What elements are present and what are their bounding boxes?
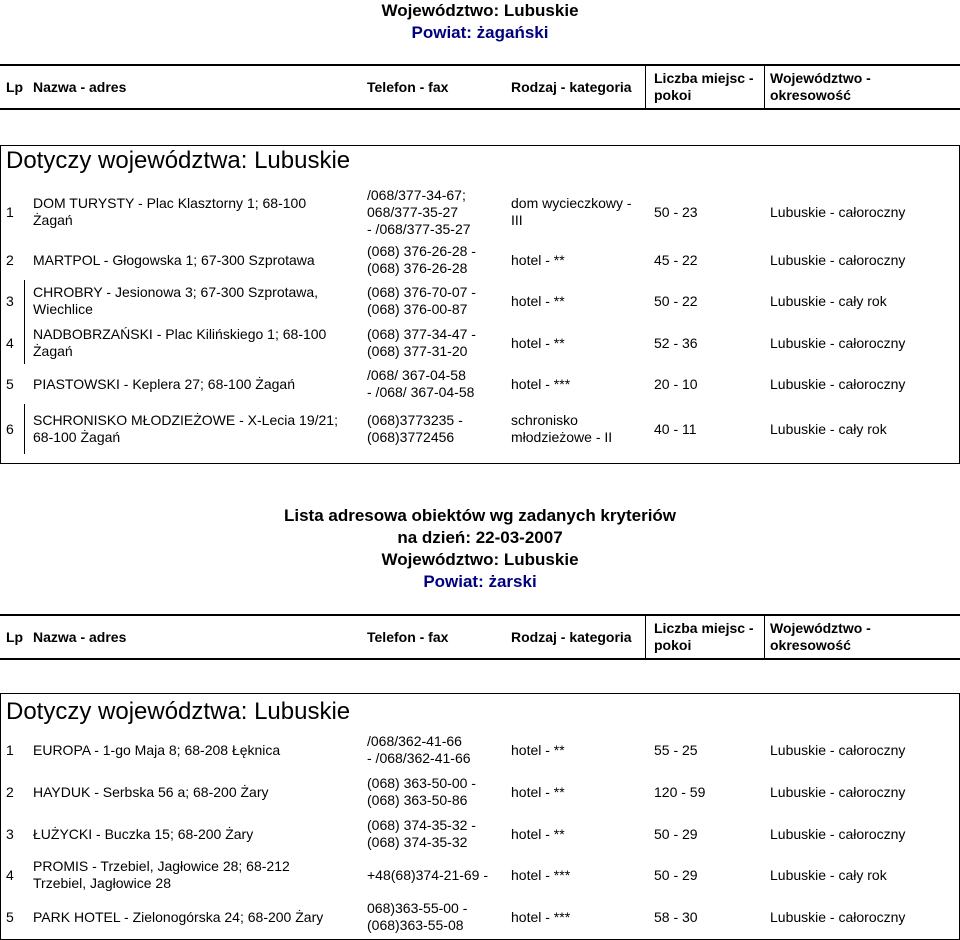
cell-type: schronisko młodzieżowe - II bbox=[511, 412, 613, 445]
powiat-line: Powiat: żarski bbox=[423, 572, 537, 591]
cell-lp: 5 bbox=[6, 908, 14, 925]
cell-phone: /068/ 367-04-58 - /068/ 367-04-58 bbox=[367, 367, 475, 400]
cell-type: hotel - ** bbox=[511, 741, 565, 758]
cell-phone: (068) 376-26-28 - (068) 376-26-28 bbox=[367, 243, 476, 276]
col-region-header: Województwo - okresowość bbox=[770, 620, 871, 653]
col-name-header: Nazwa - adres bbox=[33, 79, 127, 95]
col-type-header: Rodzaj - kategoria bbox=[511, 79, 632, 95]
cell-type: hotel - *** bbox=[511, 908, 571, 925]
cell-region: Lubuskie - cały rok bbox=[770, 292, 887, 309]
cell-region: Lubuskie - całoroczny bbox=[770, 783, 906, 800]
cell-name: HAYDUK - Serbska 56 a; 68-200 Żary bbox=[33, 783, 269, 800]
cell-type: dom wycieczkowy - III bbox=[511, 195, 632, 228]
cell-region: Lubuskie - całoroczny bbox=[770, 825, 906, 842]
cell-phone: (068) 377-34-47 - (068) 377-31-20 bbox=[367, 326, 476, 359]
cell-lp: 2 bbox=[6, 251, 14, 268]
cell-name: CHROBRY - Jesionowa 3; 67-300 Szprotawa, Wiechlice bbox=[33, 284, 319, 317]
section1-title bbox=[0, 0, 960, 44]
cell-type: hotel - *** bbox=[511, 375, 571, 392]
col-phone-header: Telefon - fax bbox=[367, 629, 449, 645]
cell-phone: +48(68)374-21-69 - bbox=[367, 866, 489, 883]
cell-rooms: 40 - 11 bbox=[654, 420, 697, 437]
col-lp-header: Lp bbox=[6, 629, 24, 645]
cell-rooms: 50 - 29 bbox=[654, 866, 698, 883]
cell-lp: 4 bbox=[6, 334, 14, 351]
col-phone-header: Telefon - fax bbox=[367, 79, 449, 95]
cell-lp: 2 bbox=[6, 783, 14, 800]
col-type-header: Rodzaj - kategoria bbox=[511, 629, 632, 645]
cell-type: hotel - ** bbox=[511, 825, 565, 842]
cell-type: hotel - ** bbox=[511, 292, 565, 309]
cell-name: PIASTOWSKI - Keplera 27; 68-100 Żagań bbox=[33, 375, 295, 392]
cell-name: PROMIS - Trzebiel, Jagłowice 28; 68-212 Trzebiel, Jagłowice 28 bbox=[33, 858, 290, 891]
voivodeship-line: Województwo: Lubuskie bbox=[381, 550, 579, 569]
cell-rooms: 58 - 30 bbox=[654, 908, 698, 925]
cell-region: Lubuskie - całoroczny bbox=[770, 741, 906, 758]
section2-title bbox=[0, 505, 960, 593]
cell-lp: 1 bbox=[6, 741, 14, 758]
cell-lp: 6 bbox=[6, 420, 14, 437]
cell-rooms: 50 - 23 bbox=[654, 203, 698, 220]
cell-phone: /068/377-34-67; 068/377-35-27 - /068/377-35-27 bbox=[367, 186, 471, 237]
cell-lp: 4 bbox=[6, 866, 14, 883]
cell-phone: (068) 376-70-07 - (068) 376-00-87 bbox=[367, 284, 476, 317]
cell-name: PARK HOTEL - Zielonogórska 24; 68-200 Żary bbox=[33, 908, 324, 925]
cell-phone: /068/362-41-66 - /068/362-41-66 bbox=[367, 733, 471, 766]
cell-region: Lubuskie - całoroczny bbox=[770, 908, 906, 925]
cell-rooms: 55 - 25 bbox=[654, 741, 698, 758]
cell-type: hotel - *** bbox=[511, 866, 571, 883]
cell-name: EUROPA - 1-go Maja 8; 68-208 Łęknica bbox=[33, 741, 281, 758]
cell-name: NADBOBRZAŃSKI - Plac Kilińskiego 1; 68-100 Żagań bbox=[33, 326, 327, 359]
cell-rooms: 120 - 59 bbox=[654, 783, 706, 800]
powiat-line: Powiat: żagański bbox=[411, 23, 549, 42]
col-name-header: Nazwa - adres bbox=[33, 629, 127, 645]
cell-region: Lubuskie - całoroczny bbox=[770, 334, 906, 351]
cell-type: hotel - ** bbox=[511, 783, 565, 800]
cell-phone: (068) 374-35-32 - (068) 374-35-32 bbox=[367, 817, 476, 850]
cell-region: Lubuskie - całoroczny bbox=[770, 375, 906, 392]
cell-lp: 3 bbox=[6, 825, 14, 842]
cell-name: DOM TURYSTY - Plac Klasztorny 1; 68-100 Żagań bbox=[33, 195, 307, 228]
cell-rooms: 50 - 22 bbox=[654, 292, 698, 309]
cell-region: Lubuskie - całoroczny bbox=[770, 203, 906, 220]
col-lp-header: Lp bbox=[6, 79, 24, 95]
group-box-2 bbox=[0, 693, 960, 940]
col-region-header: Województwo - okresowość bbox=[770, 70, 871, 103]
cell-rooms: 45 - 22 bbox=[654, 251, 698, 268]
group-title: Dotyczy województwa: Lubuskie bbox=[6, 698, 351, 725]
cell-name: SCHRONISKO MŁODZIEŻOWE - X-Lecia 19/21; 68-100 Żagań bbox=[33, 412, 338, 445]
cell-type: hotel - ** bbox=[511, 251, 565, 268]
cell-rooms: 50 - 29 bbox=[654, 825, 698, 842]
cell-lp: 3 bbox=[6, 292, 14, 309]
cell-region: Lubuskie - cały rok bbox=[770, 866, 887, 883]
cell-region: Lubuskie - cały rok bbox=[770, 420, 887, 437]
cell-lp: 5 bbox=[6, 375, 14, 392]
cell-region: Lubuskie - całoroczny bbox=[770, 251, 906, 268]
cell-name: MARTPOL - Głogowska 1; 67-300 Szprotawa bbox=[33, 251, 315, 268]
cell-type: hotel - ** bbox=[511, 334, 565, 351]
cell-rooms: 20 - 10 bbox=[654, 375, 698, 392]
cell-phone: (068) 363-50-00 - (068) 363-50-86 bbox=[367, 775, 476, 808]
col-rooms-header: Liczba miejsc - pokoi bbox=[654, 620, 754, 653]
cell-lp: 1 bbox=[6, 203, 14, 220]
date-line: na dzień: 22-03-2007 bbox=[397, 528, 563, 547]
voivodeship-line: Województwo: Lubuskie bbox=[381, 1, 579, 20]
cell-phone: 068)363-55-00 - (068)363-55-08 bbox=[367, 900, 468, 933]
list-title-line: Lista adresowa obiektów wg zadanych kryteriów bbox=[283, 506, 677, 525]
cell-rooms: 52 - 36 bbox=[654, 334, 698, 351]
cell-phone: (068)3773235 - (068)3772456 bbox=[367, 412, 463, 445]
group-title: Dotyczy województwa: Lubuskie bbox=[6, 147, 351, 174]
cell-name: ŁUŻYCKI - Buczka 15; 68-200 Żary bbox=[33, 825, 254, 842]
col-rooms-header: Liczba miejsc - pokoi bbox=[654, 70, 754, 103]
